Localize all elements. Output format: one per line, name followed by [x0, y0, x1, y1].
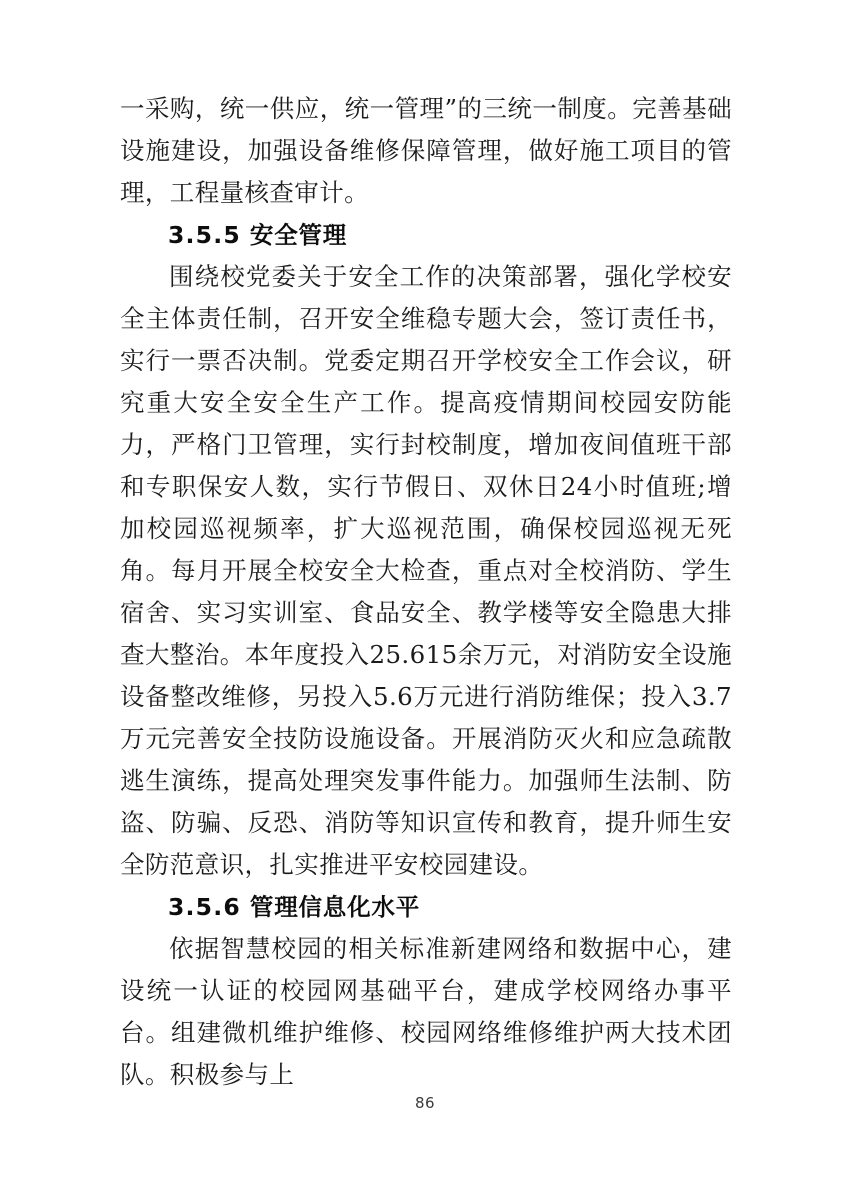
section-heading-3-5-6 [120, 886, 732, 928]
page-number: 86 [414, 1094, 436, 1112]
section-heading-gap [241, 221, 250, 249]
section-title: 管理信息化水平 [249, 893, 421, 921]
section-number: 3.5.5 [168, 221, 241, 249]
section-title: 安全管理 [249, 221, 348, 249]
section-number: 3.5.6 [168, 893, 241, 921]
section-heading-gap [241, 893, 250, 921]
paragraph-security-management: 围绕校党委关于安全工作的决策部署，强化学校安全主体责任制，召开安全维稳专题大会，签订责任书，实行一票否决制。党委定期召开学校安全工作会议，研究重大安全安全生产工作。提高疫情期间校园安防能力，严格门卫管理，实行封校制度，增加夜间值班干部和专职保安人数，实行节假日、双休日24小时值班;增加校园巡视频率，扩大巡视范围，确保校园巡视无死角。每月开展全校安全大检查，重点对全校消防、学生宿舍、实习实训室、食品安全、教学楼等安全隐患大排查大整治。本年度投入25.615余万元，对消防安全设施设备整改维修，另投入5.6万元进行消防维保；投入3.7万元完善安全技防设施设备。开展消防灭火和应急疏散逃生演练，提高处理突发事件能力。加强师生法制、防盗、防骗、反恐、消防等知识宣传和教育，提升师生安全防范意识，扎实推进平安校园建设。 [120, 262, 732, 879]
section-heading-3-5-5 [120, 214, 732, 256]
paragraph-continued-top: 一采购，统一供应，统一管理”的三统一制度。完善基础设施建设，加强设备维修保障管理，做好施工项目的管理，工程量核查审计。 [120, 94, 732, 207]
page-content [120, 88, 732, 1096]
paragraph-informatization-level: 依据智慧校园的相关标准新建网络和数据中心，建设统一认证的校园网基础平台，建成学校网络办事平台。组建微机维护维修、校园网络维修维护两大技术团队。积极参与上 [120, 934, 732, 1089]
